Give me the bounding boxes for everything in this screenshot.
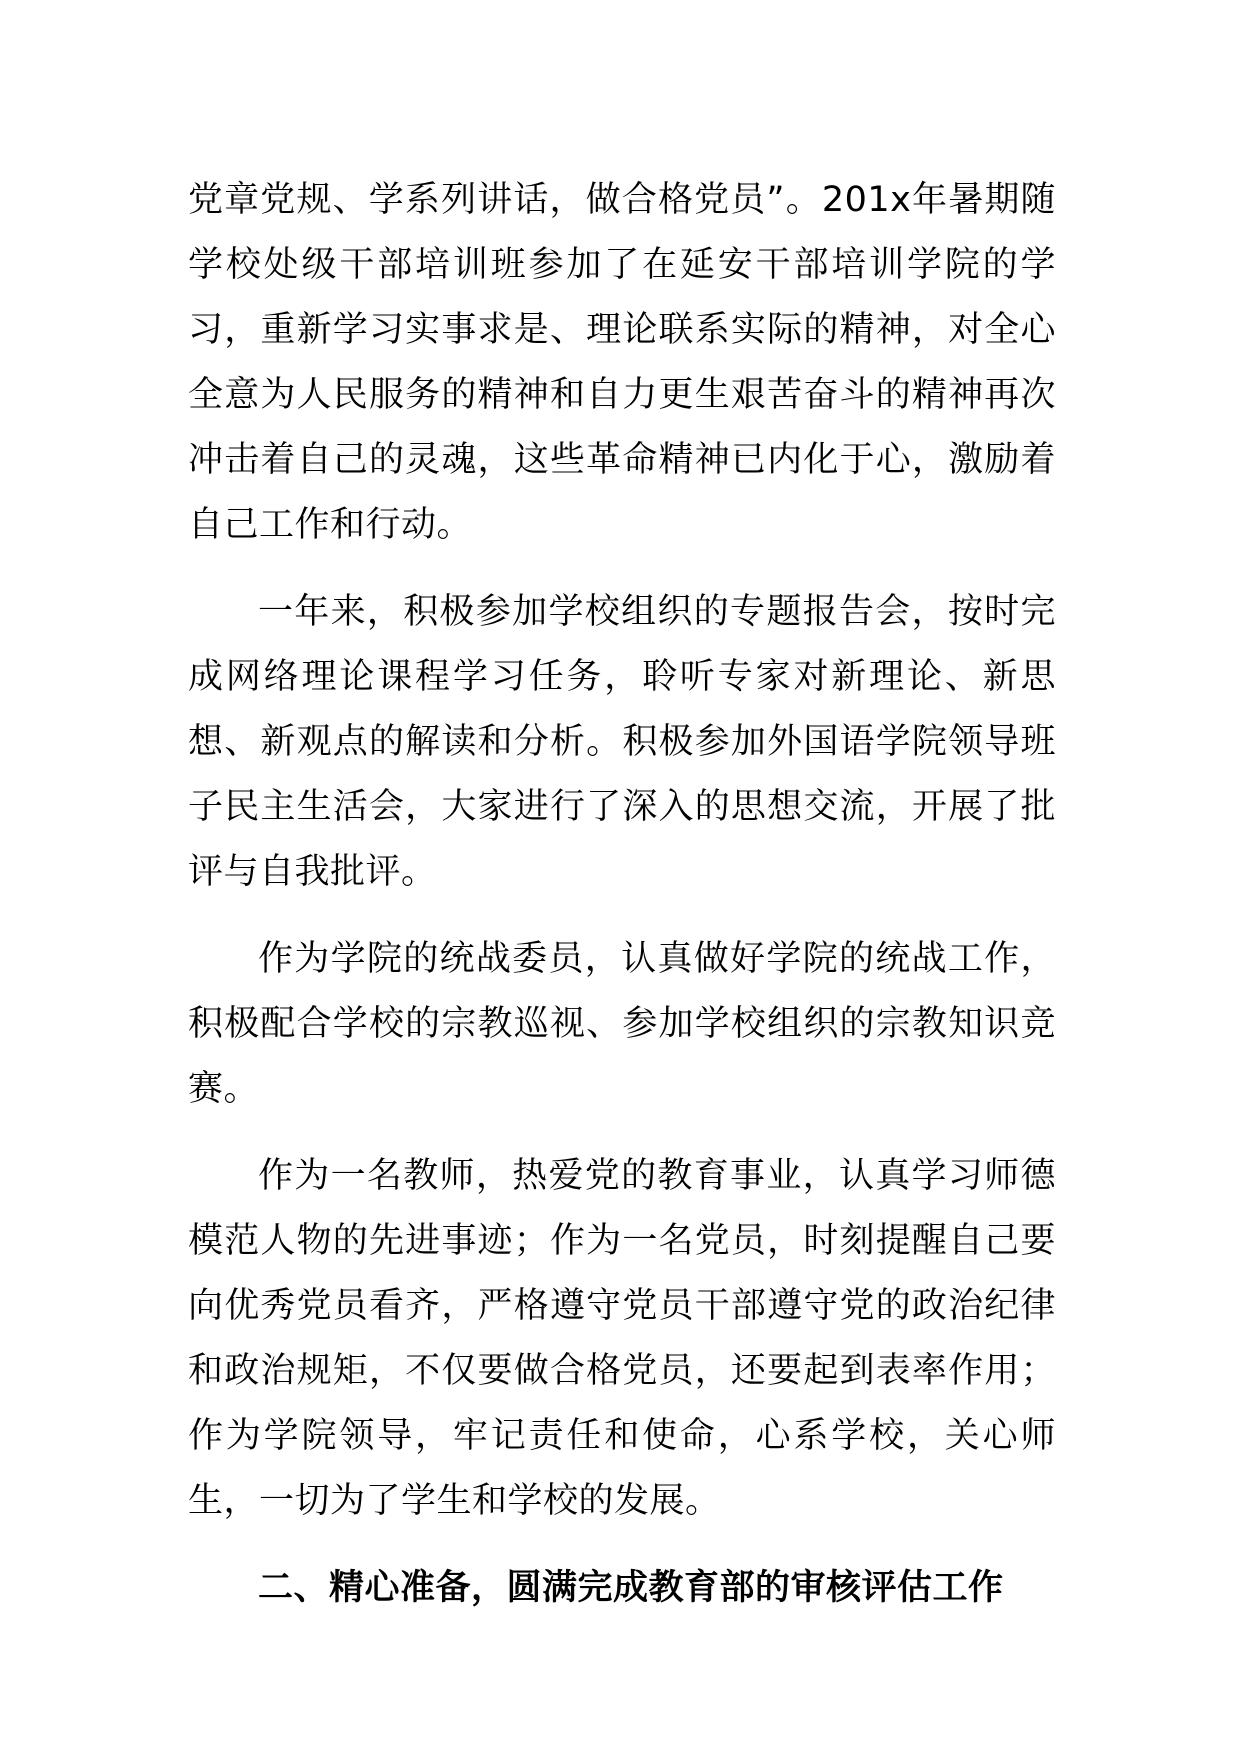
section-heading: 二、精心准备，圆满完成教育部的审核评估工作 [258,1568,1004,1608]
paragraph-united-front: 作为学院的统战委员，认真做好学院的统战工作，积极配合学校的宗教巡视、参加学校组织的宗教知识竞赛。 [188,939,1056,1109]
paragraph-teacher-role: 作为一名教师，热爱党的教育事业，认真学习师德模范人物的先进事迹；作为一名党员，时刻提醒自己要向优秀党员看齐，严格遵守党员干部遵守党的政治纪律和政治规矩，不仅要做合格党员，还要起到表率作用；作为学院领导，牢记责任和使命，心系学校，关心师生，一切为了学生和学校的发展。 [188,1156,1056,1521]
paragraph-study-activities: 一年来，积极参加学校组织的专题报告会，按时完成网络理论课程学习任务，聆听专家对新理论、新思想、新观点的解读和分析。积极参加外国语学院领导班子民主生活会，大家进行了深入的思想交流，开展了批评与自我批评。 [188,592,1056,892]
paragraph-continuation: 党章党规、学系列讲话，做合格党员”。201x年暑期随学校处级干部培训班参加了在延安干部培训学院的学习，重新学习实事求是、理论联系实际的精神，对全心全意为人民服务的精神和自力更生艰苦奋斗的精神再次冲击着自己的灵魂，这些革命精神已内化于心，激励着自己工作和行动。 [188,180,1056,545]
document-page [188,168,1056,1621]
